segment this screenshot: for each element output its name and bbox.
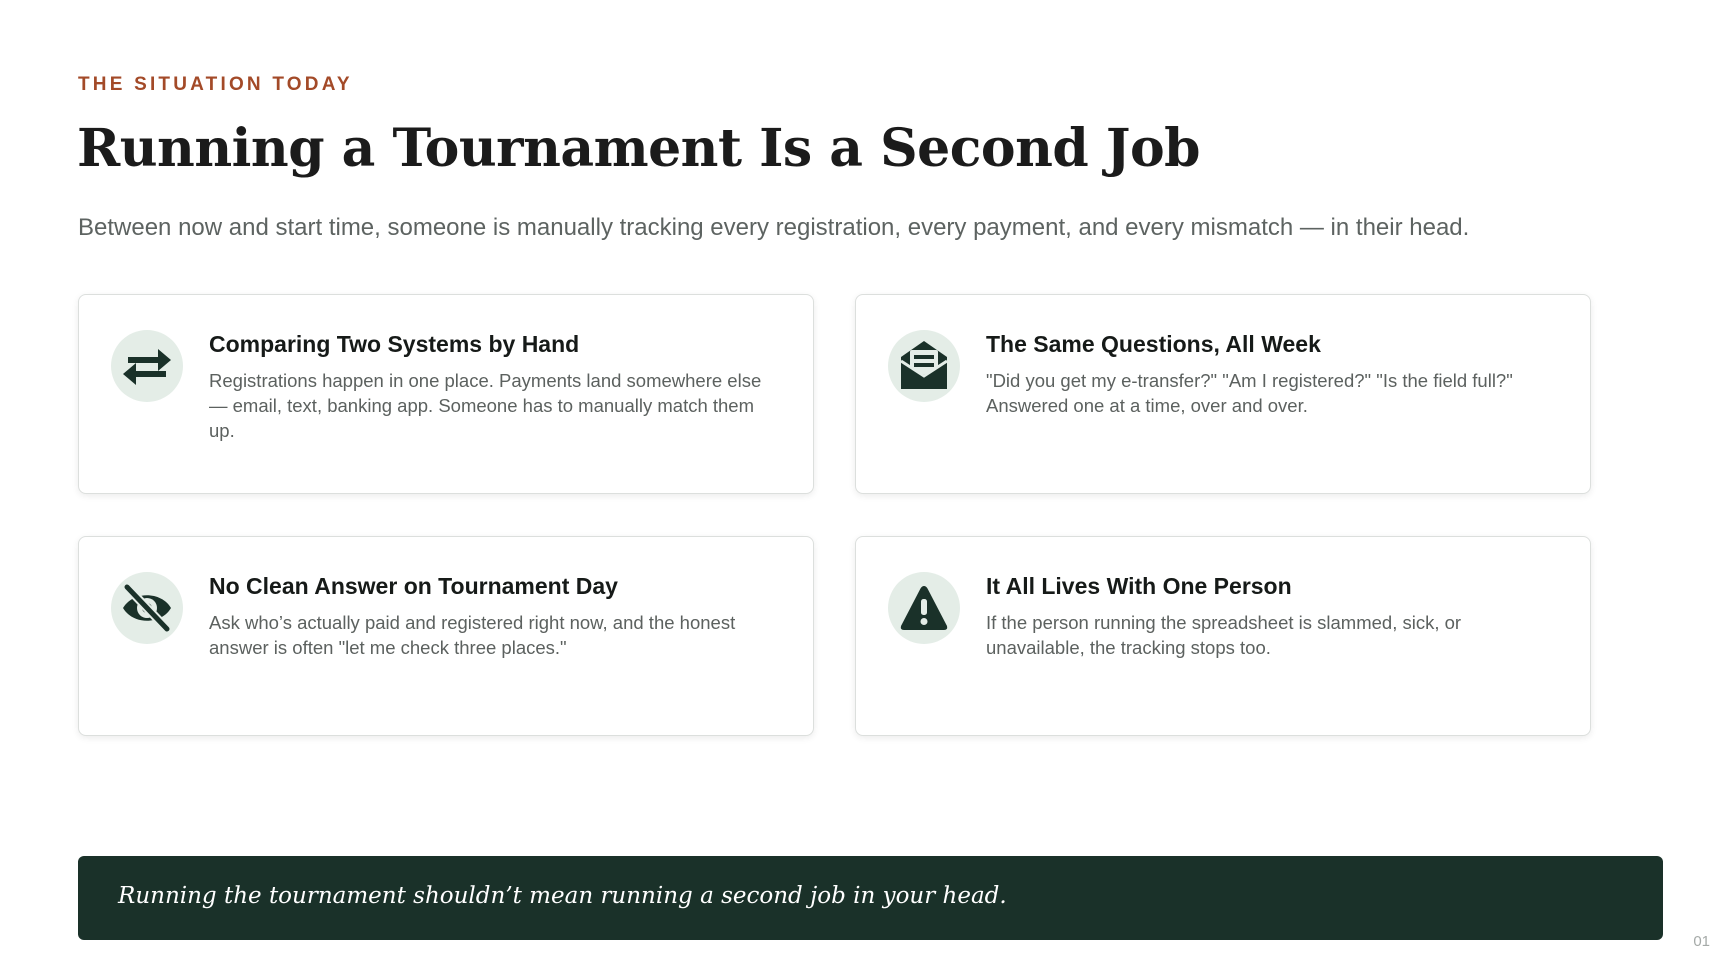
callout-text: Running the tournament shouldn’t mean running a second job in your head. — [118, 883, 1007, 909]
page-number: 01 — [1693, 933, 1710, 950]
card-no-clean-answer — [78, 536, 814, 736]
card-title: It All Lives With One Person — [986, 573, 1292, 599]
card-title: No Clean Answer on Tournament Day — [209, 573, 618, 599]
card-same-questions — [855, 294, 1591, 494]
eye-slash-icon — [111, 572, 183, 644]
card-comparing-systems — [78, 294, 814, 494]
page-subtitle: Between now and start time, someone is manually tracking every registration, every payment, and every mismatch — in their head. — [78, 214, 1470, 241]
eyebrow-label: THE SITUATION TODAY — [78, 74, 353, 95]
card-one-person — [855, 536, 1591, 736]
callout-banner — [78, 856, 1663, 940]
card-body: Registrations happen in one place. Payments land somewhere else — email, text, banking app. Someone has to manually match them up. — [209, 370, 762, 441]
card-title: The Same Questions, All Week — [986, 331, 1321, 357]
card-title: Comparing Two Systems by Hand — [209, 331, 580, 357]
envelope-open-icon — [888, 330, 960, 402]
page-title: Running a Tournament Is a Second Job — [77, 118, 1201, 179]
card-body: If the person running the spreadsheet is slammed, sick, or unavailable, the tracking stops too. — [986, 612, 1462, 658]
card-body: "Did you get my e-transfer?" "Am I registered?" "Is the field full?" Answered one at a time, over and over. — [986, 370, 1513, 416]
warning-triangle-icon — [888, 572, 960, 644]
card-body: Ask who’s actually paid and registered right now, and the honest answer is often "let me check three places." — [209, 612, 736, 658]
arrows-exchange-icon — [111, 330, 183, 402]
